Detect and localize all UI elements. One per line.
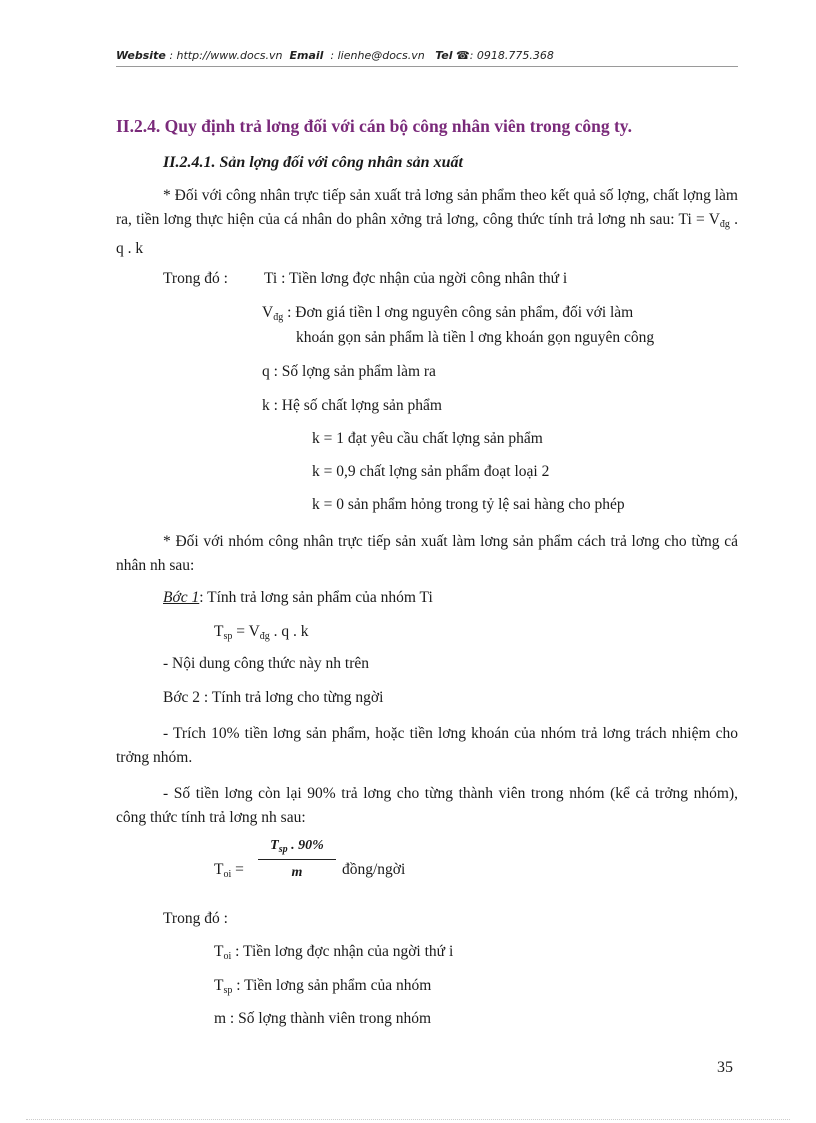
paragraph-group-pay: * Đối với nhóm công nhân trực tiếp sản xuất làm lơng sản phẩm cách trả lơng cho từng cá nhân nh sau: (116, 533, 738, 574)
step-2: Bớc 2 : Tính trả lơng cho từng ngời (163, 689, 384, 706)
k-value-09: k = 0,9 chất lợng sản phẩm đoạt loại 2 (312, 463, 550, 480)
definition-tsp: Tsp : Tiền lơng sản phẩm của nhóm (214, 977, 432, 996)
header-divider (116, 66, 738, 67)
subsection-title: II.2.4.1. Sản lợng đối với công nhân sản xuất (163, 154, 463, 171)
definition-q: q : Số lợng sản phẩm làm ra (262, 363, 436, 380)
k-value-1: k = 1 đạt yêu cầu chất lợng sản phẩm (312, 430, 543, 447)
tsp-formula: Tsp = Vđg . q . k (214, 623, 309, 642)
definition-vdg: Vđg : Đơn giá tiền l ơng nguyên công sản phẩm, đối với làm (262, 304, 634, 323)
page-number: 35 (717, 1059, 733, 1076)
definition-vdg-cont: khoán gọn sản phẩm là tiền l ơng khoán gọn nguyên công (296, 329, 655, 346)
formula-unit: đồng/ngời (342, 861, 406, 878)
paragraph-worker-pay: * Đối với công nhân trực tiếp sản xuất trả lơng sản phẩm theo kết quả số lợng, chất lợng làm ra, tiền lơng thực hiện của cá nhân do phân xởng trả lơng, công thức tính trả lơng nh sau: Ti = Vđg . q . k (116, 187, 739, 257)
email-address[interactable]: : lienhe@docs.vn (330, 49, 425, 62)
formula-fraction (258, 838, 336, 881)
footer-dotted-line (26, 1119, 790, 1120)
formula-lhs: Toi = (214, 861, 244, 880)
definition-toi: Toi : Tiền lơng đợc nhận của ngời thứ i (214, 943, 454, 962)
definition-m: m : Số lợng thành viên trong nhóm (214, 1010, 432, 1027)
section-title: II.2.4. Quy định trả lơng đối với cán bộ công nhân viên trong công ty. (116, 116, 632, 136)
definition-k: k : Hệ số chất lợng sản phẩm (262, 397, 442, 414)
k-value-0: k = 0 sản phẩm hỏng trong tỷ lệ sai hàng cho phép (312, 496, 625, 513)
page-header (116, 49, 554, 62)
definitions-label: Trong đó : (163, 270, 228, 287)
phone-icon: ☎ (456, 49, 470, 62)
definitions-label-2: Trong đó : (163, 910, 228, 927)
website-url[interactable]: : http://www.docs.vn (169, 49, 283, 62)
paragraph-remaining: - Số tiền lơng còn lại 90% trả lơng cho từng thành viên trong nhóm (kể cả trởng nhóm), công thức tính trả lơng nh sau: (116, 785, 738, 826)
website-label: Website (116, 49, 166, 62)
email-label: Email (289, 49, 324, 62)
tel-value: : 0918.775.368 (469, 49, 554, 62)
tel-label: Tel (435, 49, 453, 62)
fraction-bar (258, 859, 336, 860)
content-note: - Nội dung công thức này nh trên (163, 655, 369, 672)
formula-numerator: $T_{sp}$ . 90% (270, 838, 324, 855)
definition-ti: Ti : Tiền lơng đợc nhận của ngời công nhân thứ i (264, 270, 568, 287)
step-1: Bớc 1: Tính trả lơng sản phẩm của nhóm Ti (163, 589, 433, 606)
formula-denominator: m (291, 865, 303, 880)
paragraph-extract: - Trích 10% tiền lơng sản phẩm, hoặc tiền lơng khoán của nhóm trả lơng trách nhiệm cho trởng nhóm. (116, 725, 738, 766)
